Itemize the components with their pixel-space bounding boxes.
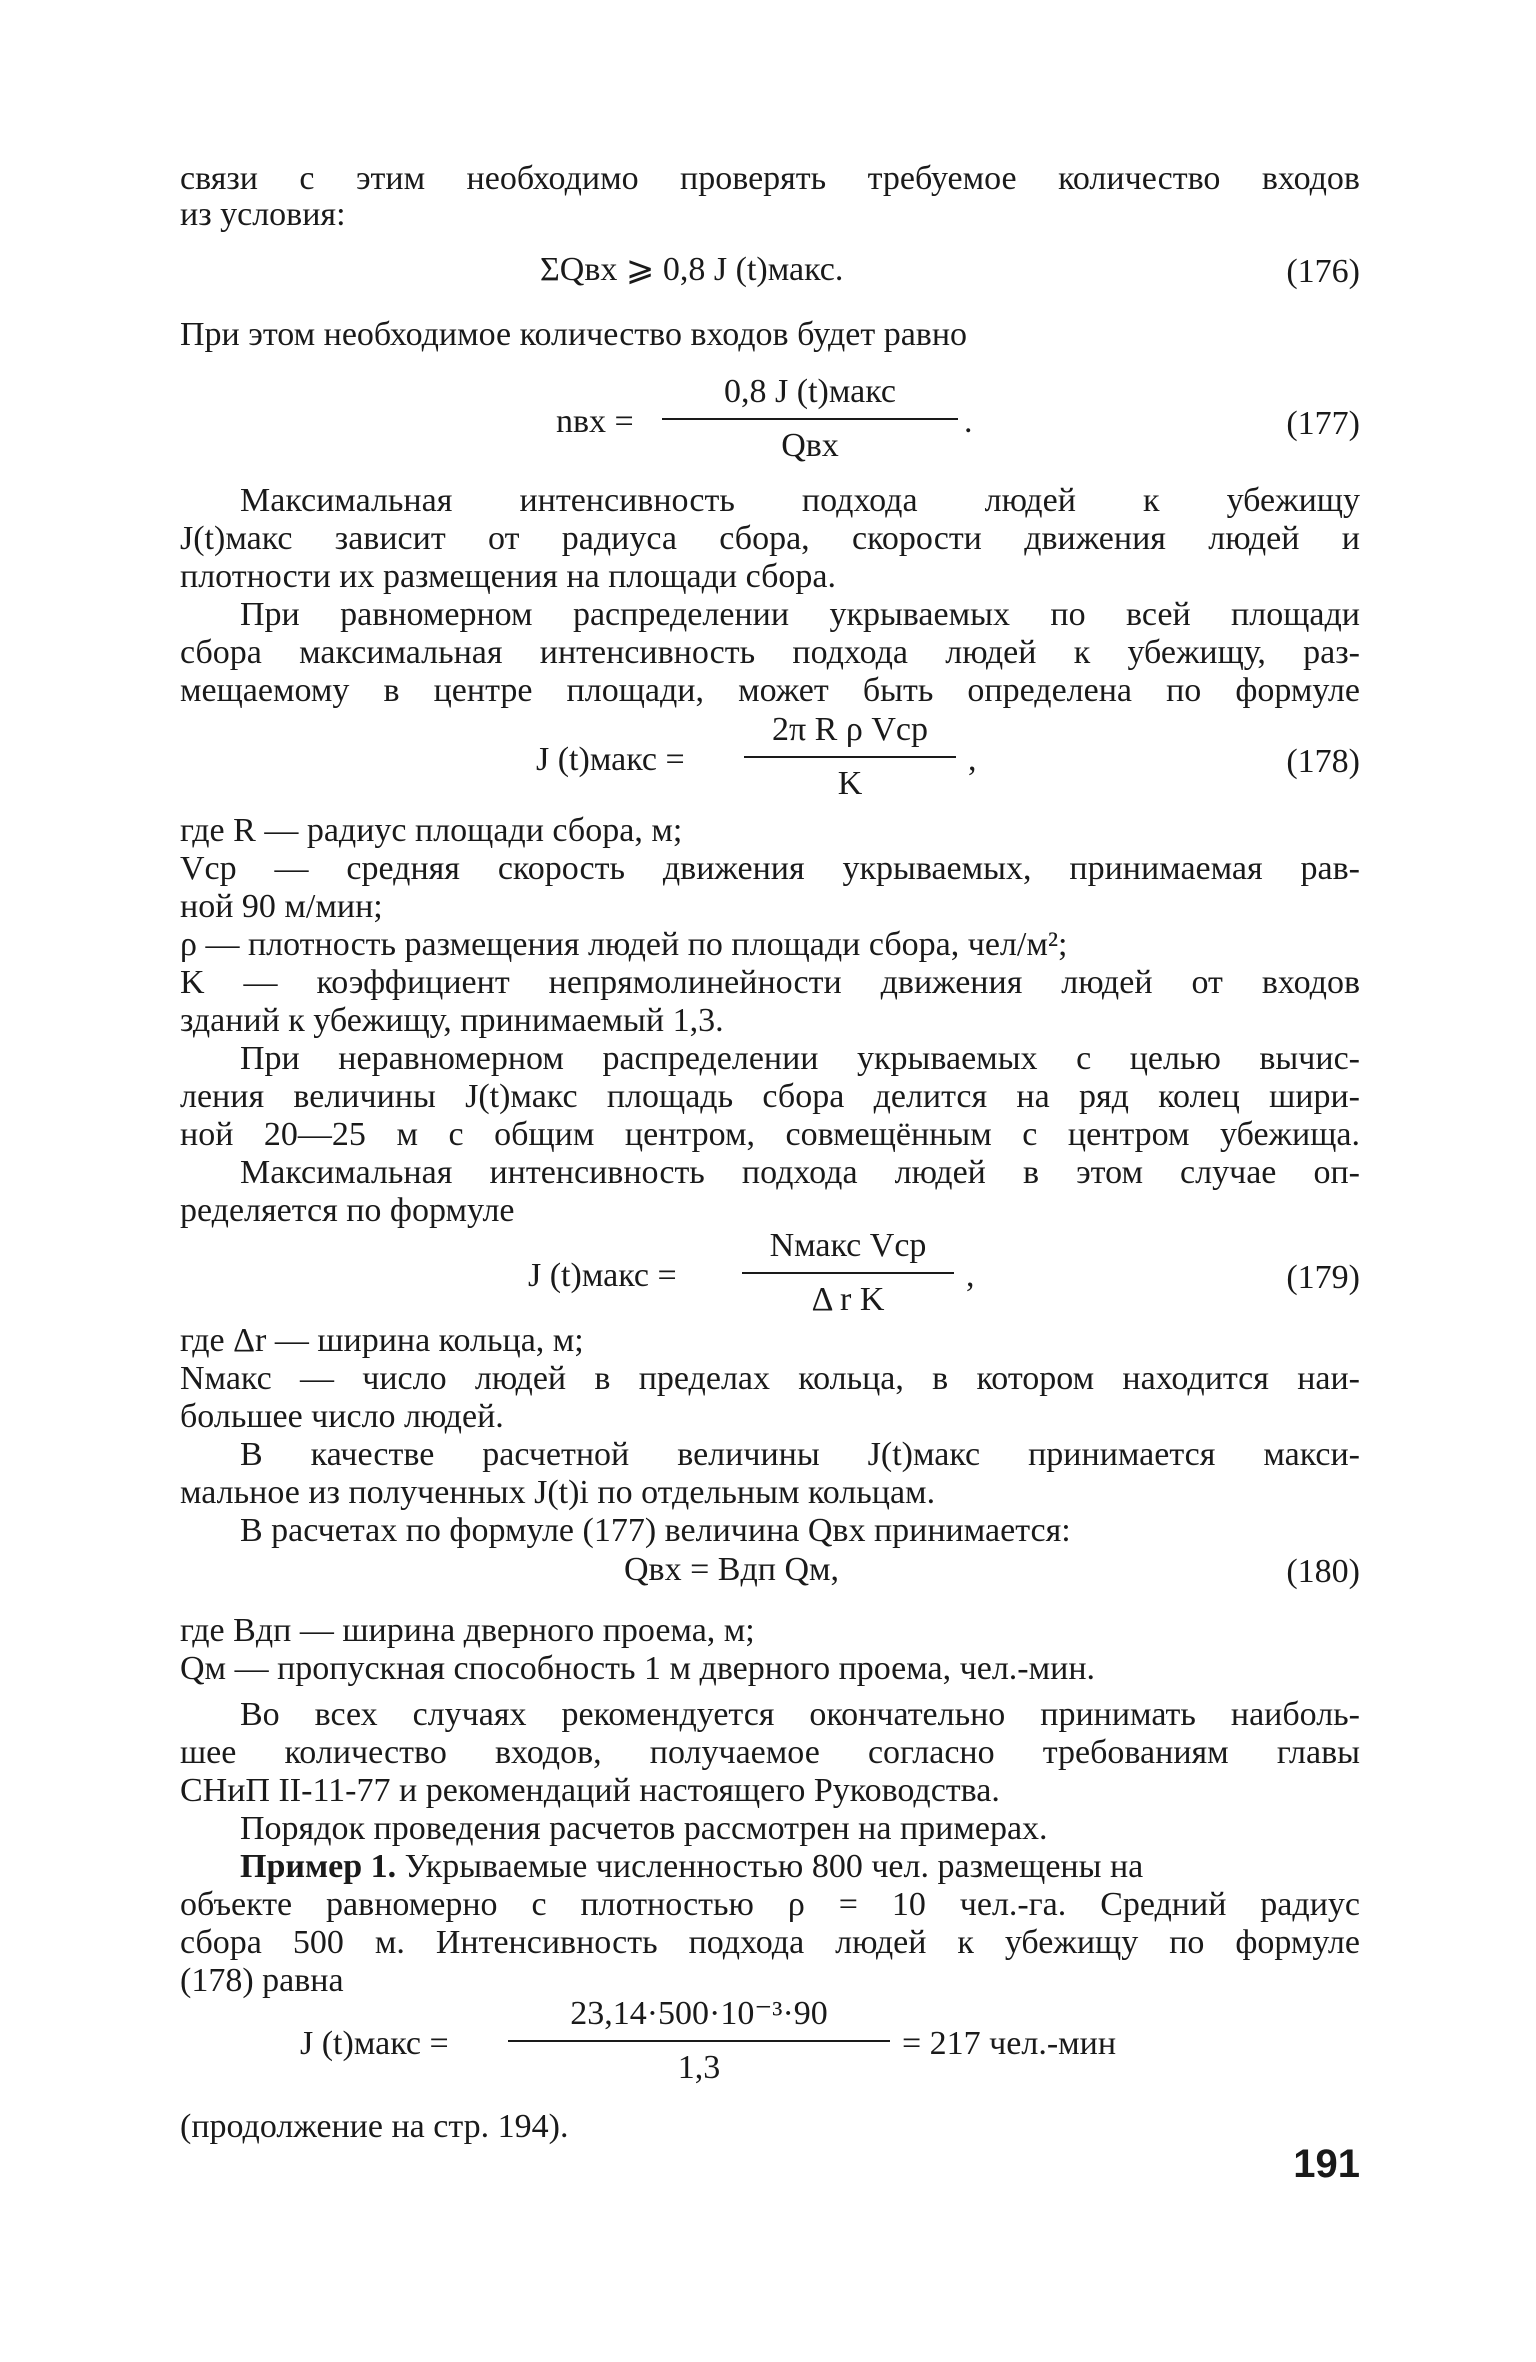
text-line: шее количество входов, получаемое согласно требованиям главы — [180, 1734, 1360, 1771]
text-line: плотности их размещения на площади сбора. — [180, 558, 837, 595]
continuation-note: (продолжение на стр. 194). — [180, 2108, 569, 2145]
equation-number: (180) — [1286, 1553, 1360, 1590]
text-line: (178) равна — [180, 1962, 344, 1999]
fraction-bar — [662, 418, 958, 420]
text-line: Nмакс — число людей в пределах кольца, в котором находится наи- — [180, 1360, 1360, 1397]
equation-177-denominator: Qвх — [781, 427, 839, 464]
text-line: Vср — средняя скорость движения укрываемых, принимаемая рав- — [180, 850, 1360, 887]
text-line: большее число людей. — [180, 1398, 504, 1435]
text-line: При равномерном распределении укрываемых по всей площади — [240, 596, 1360, 633]
equation-177-numerator: 0,8 J (t)макс — [724, 373, 896, 410]
text-line: При этом необходимое количество входов будет равно — [180, 316, 968, 353]
text-line: из условия: — [180, 196, 346, 233]
text-line: В расчетах по формуле (177) величина Qвх принимается: — [240, 1512, 1071, 1549]
text-line: K — коэффициент непрямолинейности движения людей от входов — [180, 964, 1360, 1001]
fraction-bar — [744, 756, 956, 758]
example-equation-denominator: 1,3 — [677, 2049, 721, 2086]
text-line: СНиП II-11-77 и рекомендаций настоящего Руководства. — [180, 1772, 1000, 1809]
equation-177-tail: . — [964, 403, 973, 440]
equation-179-tail: , — [966, 1257, 975, 1294]
equation-178-numerator: 2π R ρ Vср — [772, 711, 928, 748]
equation-number: (176) — [1286, 253, 1360, 290]
fraction-bar — [508, 2040, 890, 2042]
example-equation-result: = 217 чел.-мин — [902, 2025, 1117, 2062]
page-number: 191 — [1293, 2142, 1360, 2186]
fraction-bar — [742, 1272, 954, 1274]
equation-179-denominator: Δ r K — [811, 1281, 885, 1318]
text-line: ной 90 м/мин; — [180, 888, 383, 925]
text-line: J(t)макс зависит от радиуса сбора, скорости движения людей и — [180, 520, 1360, 557]
equation-number: (179) — [1286, 1259, 1360, 1296]
text-line: где Δr — ширина кольца, м; — [180, 1322, 584, 1359]
equation-178-lhs: J (t)макс = — [536, 741, 685, 778]
equation-176: ΣQвх ⩾ 0,8 J (t)макс. — [540, 251, 844, 288]
text-line: Порядок проведения расчетов рассмотрен на примерах. — [240, 1810, 1048, 1847]
text-line: сбора максимальная интенсивность подхода людей к убежищу, раз- — [180, 634, 1360, 671]
text-line: При неравномерном распределении укрываемых с целью вычис- — [240, 1040, 1360, 1077]
text-line: где R — радиус площади сбора, м; — [180, 812, 683, 849]
text-line: мальное из полученных J(t)i по отдельным кольцам. — [180, 1474, 936, 1511]
example-text: Укрываемые численностью 800 чел. размещены на — [404, 1848, 1144, 1885]
equation-179-numerator: Nмакс Vср — [769, 1227, 927, 1264]
text-line: зданий к убежищу, принимаемый 1,3. — [180, 1002, 724, 1039]
example-label: Пример 1. — [240, 1848, 397, 1885]
equation-number: (177) — [1286, 405, 1360, 442]
text-line: ления величины J(t)макс площадь сбора делится на ряд колец шири- — [180, 1078, 1360, 1115]
text-line — [240, 1846, 1360, 1888]
equation-180: Qвх = Bдп Qм, — [624, 1551, 840, 1588]
example-equation-lhs: J (t)макс = — [300, 2025, 449, 2062]
text-line: Во всех случаях рекомендуется окончательно принимать наиболь- — [240, 1696, 1360, 1733]
equation-177-lhs: nвх = — [556, 403, 634, 440]
text-line: объекте равномерно с плотностью ρ = 10 чел.-га. Средний радиус — [180, 1886, 1360, 1923]
text-line: В качестве расчетной величины J(t)макс принимается макси- — [240, 1436, 1360, 1473]
equation-179-lhs: J (t)макс = — [528, 1257, 677, 1294]
text-line: где Bдп — ширина дверного проема, м; — [180, 1612, 755, 1649]
equation-178-denominator: K — [837, 765, 863, 802]
text-line: сбора 500 м. Интенсивность подхода людей к убежищу по формуле — [180, 1924, 1360, 1961]
text-line: ной 20—25 м с общим центром, совмещённым с центром убежища. — [180, 1116, 1360, 1153]
text-line: Максимальная интенсивность подхода людей к убежищу — [240, 482, 1360, 519]
example-equation-numerator: 23,14·500·10⁻³·90 — [570, 1995, 828, 2032]
text-line: ределяется по формуле — [180, 1192, 515, 1229]
text-line: связи с этим необходимо проверять требуемое количество входов — [180, 160, 1360, 197]
equation-178-tail: , — [968, 741, 977, 778]
text-line: Максимальная интенсивность подхода людей в этом случае оп- — [240, 1154, 1360, 1191]
text-line: ρ — плотность размещения людей по площади сбора, чел/м²; — [180, 926, 1068, 963]
equation-number: (178) — [1286, 743, 1360, 780]
text-line: Qм — пропускная способность 1 м дверного проема, чел.-мин. — [180, 1650, 1096, 1687]
text-line: мещаемому в центре площади, может быть определена по формуле — [180, 672, 1360, 709]
